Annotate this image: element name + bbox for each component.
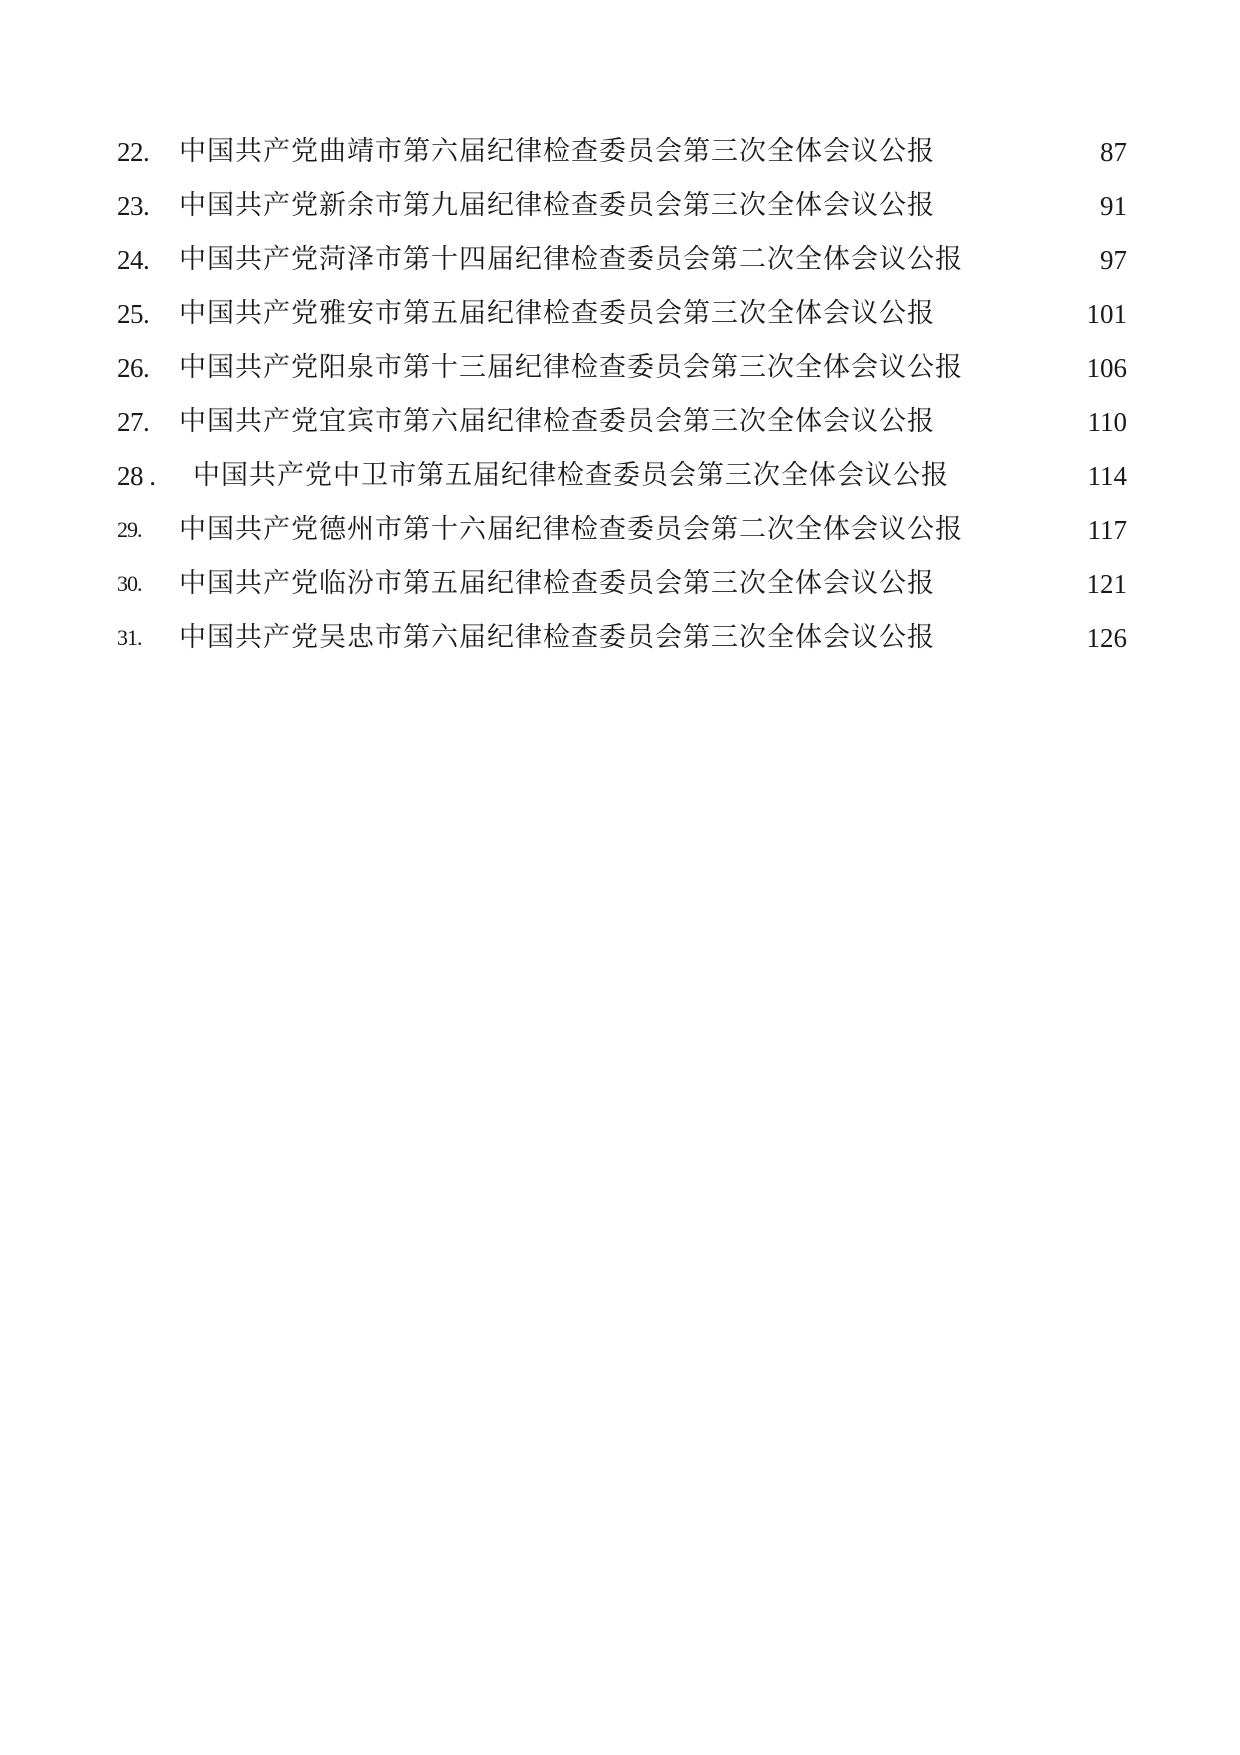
toc-entry-title: 中国共产党雅安市第五届纪律检查委员会第三次全体会议公报 bbox=[179, 298, 935, 329]
toc-entry-number: 23. bbox=[117, 191, 150, 221]
toc-entry-page: 126 bbox=[1086, 623, 1127, 653]
toc-entry-number: 22. bbox=[117, 137, 150, 167]
toc-entry-number: 28 . bbox=[117, 461, 156, 491]
toc-entry-25[interactable] bbox=[117, 287, 1127, 341]
toc-entry-page: 91 bbox=[1100, 191, 1127, 221]
toc-entry-number: 27. bbox=[117, 407, 150, 437]
toc-entry-title: 中国共产党德州市第十六届纪律检查委员会第二次全体会议公报 bbox=[179, 514, 963, 545]
toc-entry-27[interactable] bbox=[117, 395, 1127, 449]
toc-entry-page: 114 bbox=[1087, 461, 1127, 491]
toc-entry-24[interactable] bbox=[117, 233, 1127, 287]
toc-entry-page: 106 bbox=[1086, 353, 1127, 383]
toc-entry-number: 30. bbox=[117, 571, 142, 596]
toc-entry-23[interactable] bbox=[117, 179, 1127, 233]
toc-entry-28[interactable] bbox=[117, 449, 1127, 503]
toc-entry-29[interactable] bbox=[117, 503, 1127, 557]
toc-entry-number: 29. bbox=[117, 517, 142, 542]
toc-entry-number: 31. bbox=[117, 625, 142, 650]
toc-entry-22[interactable] bbox=[117, 125, 1127, 179]
toc-entry-page: 110 bbox=[1087, 407, 1127, 437]
toc-entry-title: 中国共产党菏泽市第十四届纪律检查委员会第二次全体会议公报 bbox=[179, 244, 963, 275]
toc-entry-page: 121 bbox=[1086, 569, 1127, 599]
toc-entry-title: 中国共产党宜宾市第六届纪律检查委员会第三次全体会议公报 bbox=[179, 406, 935, 437]
toc-entry-number: 26. bbox=[117, 353, 150, 383]
toc-entry-26[interactable] bbox=[117, 341, 1127, 395]
table-of-contents bbox=[117, 125, 1127, 665]
toc-entry-number: 25. bbox=[117, 299, 150, 329]
toc-entry-page: 97 bbox=[1100, 245, 1127, 275]
toc-entry-title: 中国共产党新余市第九届纪律检查委员会第三次全体会议公报 bbox=[179, 190, 935, 221]
toc-entry-page: 87 bbox=[1100, 137, 1127, 167]
toc-entry-page: 117 bbox=[1087, 515, 1127, 545]
toc-entry-title: 中国共产党阳泉市第十三届纪律检查委员会第三次全体会议公报 bbox=[179, 352, 963, 383]
toc-entry-30[interactable] bbox=[117, 557, 1127, 611]
toc-entry-31[interactable] bbox=[117, 611, 1127, 665]
toc-entry-title: 中国共产党吴忠市第六届纪律检查委员会第三次全体会议公报 bbox=[179, 622, 935, 653]
toc-entry-page: 101 bbox=[1086, 299, 1127, 329]
toc-entry-title: 中国共产党临汾市第五届纪律检查委员会第三次全体会议公报 bbox=[179, 568, 935, 599]
toc-entry-title: 中国共产党曲靖市第六届纪律检查委员会第三次全体会议公报 bbox=[179, 136, 935, 167]
toc-entry-number: 24. bbox=[117, 245, 150, 275]
toc-entry-title: 中国共产党中卫市第五届纪律检查委员会第三次全体会议公报 bbox=[193, 460, 949, 491]
